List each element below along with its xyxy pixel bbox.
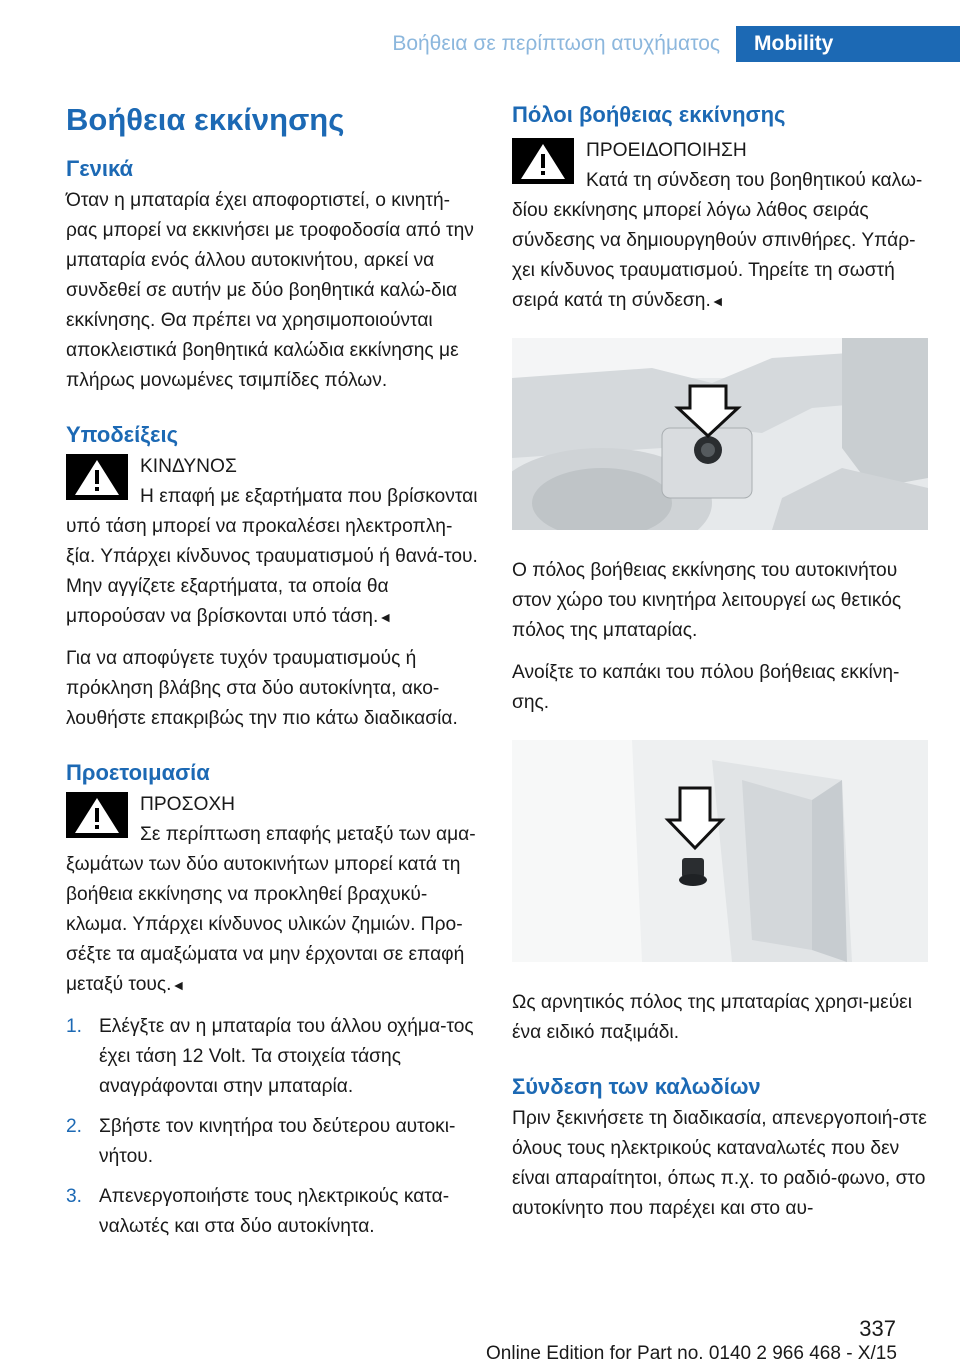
list-item <box>66 1112 478 1172</box>
step-number: 2. <box>66 1116 83 1137</box>
chapter-tab: Mobility <box>736 26 960 62</box>
negative-pole-paragraph: Ως αρνητικός πόλος της μπαταρίας χρησι-μεύει ένα ειδικό παξιμάδι. <box>512 992 913 1043</box>
caution-text: Σε περίπτωση επαφής μεταξύ των αμα-ξωμάτων των δύο αυτοκινήτων μπορεί κατά τη βοήθεια εκκίνησης να προκληθεί βραχυκύ-κλωμα. Υπάρχει κίνδυνος υλικών ζημιών. Προ-σέξτε τα αμαξώματα να μην έρχονται σε επαφή μεταξύ τους.◄ <box>66 824 476 995</box>
footer <box>0 1316 960 1362</box>
warning-triangle-icon <box>512 138 574 184</box>
caution-title: ΠΡΟΣΟΧΗ <box>140 794 236 815</box>
danger-text: Η επαφή με εξαρτήματα που βρίσκονται υπό τάση μπορεί να προκαλέσει ηλεκτροπλη-ξία. Υπάρχει κίνδυνος τραυματισμού ή θανά-του. Μην αγγίζετε εξαρτήματα, τα οποία θα μπορούσαν να βρίσκονται υπό τάση.◄ <box>66 486 478 627</box>
warning-title: ΠΡΟΕΙΔΟΠΟΙΗΣΗ <box>586 140 747 161</box>
danger-notice <box>66 452 478 632</box>
online-edition: Online Edition for Part no. 0140 2 966 468 - X/15 <box>486 1343 897 1364</box>
end-mark: ◄ <box>171 977 186 993</box>
step-text: Απενεργοποιήστε τους ηλεκτρικούς κατα-ναλωτές και στα δύο αυτοκίνητα. <box>99 1186 450 1237</box>
prep-heading: Προετοιμασία <box>66 760 210 785</box>
connect-heading: Σύνδεση των καλωδίων <box>512 1074 761 1099</box>
warning-triangle-icon <box>66 792 128 838</box>
step-text: Σβήστε τον κινητήρα του δεύτερου αυτοκι-νήτου. <box>99 1116 456 1167</box>
page-number: 337 <box>859 1316 896 1341</box>
warning-notice <box>512 136 932 316</box>
left-column <box>66 100 478 1252</box>
list-item <box>66 1012 478 1102</box>
end-mark: ◄ <box>378 609 393 625</box>
danger-title: ΚΙΝΔΥΝΟΣ <box>140 456 237 477</box>
warning-text: Κατά τη σύνδεση του βοηθητικού καλω-δίου εκκίνησης μπορεί λόγω λάθος σειράς σύνδεσης να δημιουργηθούν σπινθήρες. Υπάρ-χει κίνδυνος τραυματισμού. Τηρείτε τη σωστή σειρά κατά τη σύνδεση.◄ <box>512 170 923 311</box>
open-cap-paragraph: Ανοίξτε το καπάκι του πόλου βοήθειας εκκίνη-σης. <box>512 662 900 713</box>
general-paragraph: Όταν η μπαταρία έχει αποφορτιστεί, ο κινητή-ρας μπορεί να εκκινήσει με τροφοδοσία από την μπαταρία ενός άλλου αυτοκινήτου, αρκεί να συνδεθεί σε αυτήν με δύο βοηθητικά καλώ-δια εκκίνησης. Θα πρέπει να χρησιμοποιούνται αποκλειστικά βοηθητικά καλώδια εκκίνησης με πλήρως μονωμένες τσιμπίδες πόλων. <box>66 190 474 391</box>
warning-triangle-icon <box>66 454 128 500</box>
list-item <box>66 1182 478 1242</box>
positive-pole-paragraph: Ο πόλος βοήθειας εκκίνησης του αυτοκινήτου στον χώρο του κινητήρα λειτουργεί ως θετικός πόλος της μπαταρίας. <box>512 560 902 641</box>
step-number: 1. <box>66 1016 83 1037</box>
step-number: 3. <box>66 1186 83 1207</box>
steps-list <box>66 1012 478 1242</box>
hints-paragraph: Για να αποφύγετε τυχόν τραυματισμούς ή πρόκληση βλάβης στα δύο αυτοκίνητα, ακο-λουθήστε επακριβώς την πιο κάτω διαδικασία. <box>66 648 458 729</box>
connect-paragraph: Πριν ξεκινήσετε τη διαδικασία, απενεργοποιή-στε όλους τους ηλεκτρικούς καταναλωτές που δεν είναι απαραίτητοι, όπως π.χ. το ραδιό-φωνο, στο αυτοκίνητο που παρέχει και στο αυ- <box>512 1108 927 1219</box>
section-title: Βοήθεια σε περίπτωση ατυχήματος <box>0 26 734 62</box>
general-heading: Γενικά <box>66 156 134 181</box>
page-title: Βοήθεια εκκίνησης <box>66 102 345 137</box>
engine-bay-positive-pole-image <box>512 338 928 530</box>
end-mark: ◄ <box>710 293 725 309</box>
poles-heading: Πόλοι βοήθειας εκκίνησης <box>512 102 786 127</box>
right-column <box>512 100 932 1236</box>
step-text: Ελέγξτε αν η μπαταρία του άλλου οχήμα-τος έχει τάση 12 Volt. Τα στοιχεία τάσης αναγράφονται στην μπαταρία. <box>99 1016 474 1097</box>
negative-pole-nut-image <box>512 740 928 962</box>
hints-heading: Υποδείξεις <box>66 422 179 447</box>
caution-notice <box>66 790 478 1000</box>
